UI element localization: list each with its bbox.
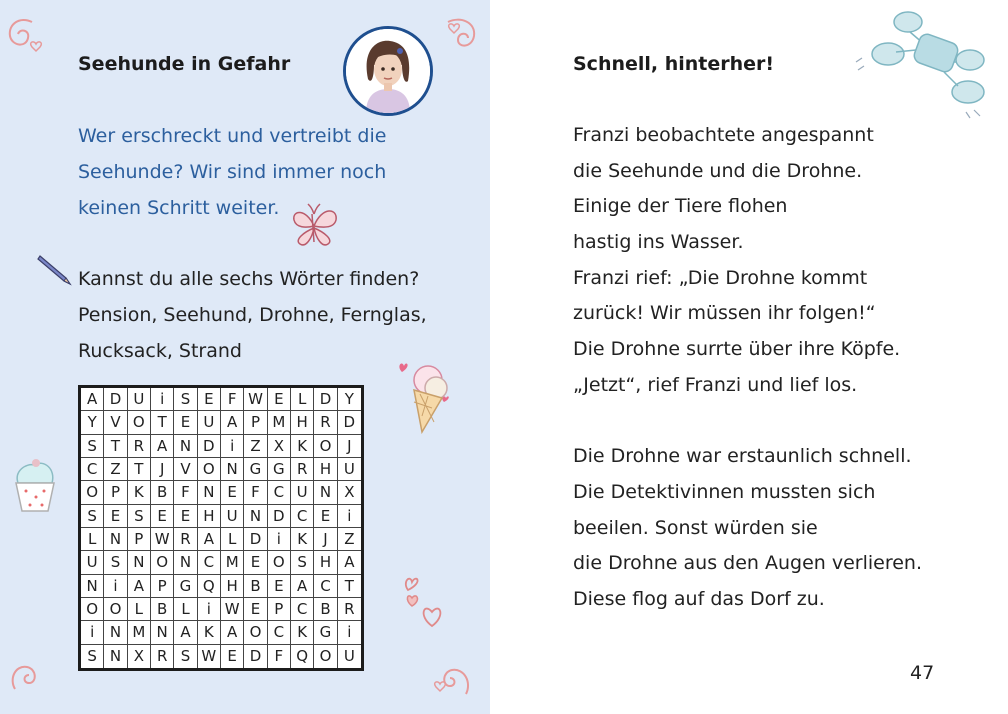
- grid-cell: S: [291, 551, 314, 574]
- grid-cell: A: [128, 575, 151, 598]
- grid-cell: R: [338, 598, 361, 621]
- grid-cell: D: [198, 435, 221, 458]
- grid-cell: L: [128, 598, 151, 621]
- grid-cell: S: [128, 505, 151, 528]
- grid-cell: P: [244, 411, 267, 434]
- grid-cell: F: [221, 388, 244, 411]
- grid-cell: N: [314, 481, 337, 504]
- grid-cell: H: [314, 551, 337, 574]
- grid-cell: E: [268, 388, 291, 411]
- grid-cell: C: [314, 575, 337, 598]
- hearts-icon: [396, 570, 448, 632]
- grid-cell: i: [81, 621, 104, 644]
- story-line: Die Detektivinnen mussten sich: [573, 480, 876, 503]
- grid-cell: N: [128, 551, 151, 574]
- grid-cell: T: [338, 575, 361, 598]
- word-search-grid: [78, 385, 364, 671]
- grid-cell: Z: [104, 458, 127, 481]
- grid-cell: T: [128, 458, 151, 481]
- grid-cell: S: [81, 435, 104, 458]
- grid-cell: i: [104, 575, 127, 598]
- grid-cell: U: [221, 505, 244, 528]
- grid-cell: S: [81, 505, 104, 528]
- grid-cell: A: [198, 528, 221, 551]
- grid-cell: Z: [244, 435, 267, 458]
- grid-cell: M: [268, 411, 291, 434]
- story-line: Die Drohne war erstaunlich schnell.: [573, 445, 912, 468]
- grid-cell: K: [291, 528, 314, 551]
- grid-cell: B: [151, 598, 174, 621]
- grid-cell: D: [314, 388, 337, 411]
- grid-cell: P: [128, 528, 151, 551]
- grid-cell: Y: [338, 388, 361, 411]
- grid-cell: R: [291, 458, 314, 481]
- grid-cell: U: [291, 481, 314, 504]
- grid-cell: R: [128, 435, 151, 458]
- story-line: Diese flog auf das Dorf zu.: [573, 587, 825, 610]
- grid-cell: T: [104, 435, 127, 458]
- grid-cell: E: [221, 645, 244, 668]
- grid-cell: E: [244, 598, 267, 621]
- grid-cell: A: [338, 551, 361, 574]
- grid-cell: i: [338, 505, 361, 528]
- task-line: Kannst du alle sechs Wörter finden?: [78, 268, 420, 290]
- chapter-title: Schnell, hinterher!: [573, 53, 775, 75]
- story-line: beeilen. Sonst würden sie: [573, 516, 818, 539]
- grid-cell: L: [174, 598, 197, 621]
- grid-cell: A: [174, 621, 197, 644]
- grid-cell: C: [198, 551, 221, 574]
- grid-cell: E: [244, 551, 267, 574]
- task-line: Pension, Seehund, Drohne, Fernglas,: [78, 304, 427, 326]
- grid-cell: i: [268, 528, 291, 551]
- grid-cell: R: [151, 645, 174, 668]
- grid-cell: W: [221, 598, 244, 621]
- grid-cell: U: [81, 551, 104, 574]
- swirl-heart-icon: [5, 655, 49, 699]
- grid-cell: A: [81, 388, 104, 411]
- grid-cell: C: [291, 505, 314, 528]
- grid-cell: O: [314, 435, 337, 458]
- grid-cell: K: [291, 621, 314, 644]
- grid-cell: A: [151, 435, 174, 458]
- butterfly-icon: [286, 200, 342, 252]
- grid-cell: O: [268, 551, 291, 574]
- grid-cell: N: [151, 621, 174, 644]
- grid-cell: U: [128, 388, 151, 411]
- intro-line: Wer erschreckt und vertreibt die: [78, 125, 387, 147]
- grid-cell: E: [174, 411, 197, 434]
- grid-cell: J: [314, 528, 337, 551]
- grid-cell: O: [244, 621, 267, 644]
- story-line: hastig ins Wasser.: [573, 231, 744, 254]
- grid-cell: K: [128, 481, 151, 504]
- grid-cell: D: [268, 505, 291, 528]
- grid-cell: N: [174, 551, 197, 574]
- character-portrait: [343, 26, 433, 116]
- story-line: Franzi beobachtete angespannt: [573, 124, 874, 146]
- grid-cell: E: [221, 481, 244, 504]
- grid-cell: P: [268, 598, 291, 621]
- grid-cell: T: [151, 411, 174, 434]
- grid-cell: L: [221, 528, 244, 551]
- grid-cell: i: [221, 435, 244, 458]
- grid-cell: A: [221, 411, 244, 434]
- grid-cell: G: [174, 575, 197, 598]
- grid-cell: X: [128, 645, 151, 668]
- grid-cell: G: [244, 458, 267, 481]
- ice-cream-icon: [392, 352, 460, 436]
- swirl-heart-icon: [430, 660, 476, 704]
- story-line: Franzi rief: „Die Drohne kommt: [573, 266, 868, 289]
- grid-cell: N: [104, 528, 127, 551]
- grid-cell: H: [314, 458, 337, 481]
- grid-cell: A: [221, 621, 244, 644]
- grid-cell: O: [314, 645, 337, 668]
- grid-cell: L: [81, 528, 104, 551]
- grid-cell: D: [338, 411, 361, 434]
- grid-cell: P: [151, 575, 174, 598]
- grid-cell: W: [244, 388, 267, 411]
- grid-cell: B: [151, 481, 174, 504]
- grid-cell: U: [338, 458, 361, 481]
- grid-cell: i: [151, 388, 174, 411]
- grid-cell: G: [268, 458, 291, 481]
- intro-line: Seehunde? Wir sind immer noch: [78, 161, 387, 183]
- grid-cell: C: [268, 621, 291, 644]
- swirl-heart-icon: [440, 14, 486, 58]
- story-line: Einige der Tiere flohen: [573, 195, 788, 218]
- story-line: die Seehunde und die Drohne.: [573, 159, 863, 182]
- grid-cell: W: [151, 528, 174, 551]
- grid-cell: Q: [198, 575, 221, 598]
- left-page: [0, 0, 490, 714]
- grid-cell: W: [198, 645, 221, 668]
- grid-cell: F: [244, 481, 267, 504]
- grid-cell: H: [221, 575, 244, 598]
- grid-cell: N: [104, 621, 127, 644]
- grid-cell: P: [104, 481, 127, 504]
- grid-cell: E: [198, 388, 221, 411]
- pencil-icon: [36, 252, 76, 286]
- grid-cell: S: [174, 645, 197, 668]
- grid-cell: N: [81, 575, 104, 598]
- grid-cell: K: [291, 435, 314, 458]
- drone-icon: [852, 6, 1004, 122]
- grid-cell: E: [314, 505, 337, 528]
- grid-cell: E: [104, 505, 127, 528]
- story-text: [573, 118, 922, 618]
- grid-cell: B: [244, 575, 267, 598]
- grid-cell: Q: [291, 645, 314, 668]
- paragraph-gap: [573, 404, 922, 440]
- grid-cell: J: [151, 458, 174, 481]
- grid-cell: N: [221, 458, 244, 481]
- grid-cell: U: [198, 411, 221, 434]
- grid-cell: H: [291, 411, 314, 434]
- grid-cell: i: [198, 598, 221, 621]
- grid-cell: S: [81, 645, 104, 668]
- grid-cell: O: [198, 458, 221, 481]
- story-line: „Jetzt“, rief Franzi und lief los.: [573, 373, 858, 396]
- grid-cell: D: [244, 528, 267, 551]
- grid-cell: M: [128, 621, 151, 644]
- grid-cell: V: [174, 458, 197, 481]
- story-line: zurück! Wir müssen ihr folgen!“: [573, 302, 876, 325]
- grid-cell: F: [268, 645, 291, 668]
- grid-cell: M: [221, 551, 244, 574]
- grid-cell: C: [268, 481, 291, 504]
- grid-cell: D: [104, 388, 127, 411]
- grid-cell: Z: [338, 528, 361, 551]
- grid-cell: D: [244, 645, 267, 668]
- cupcake-icon: [10, 455, 60, 517]
- grid-cell: O: [128, 411, 151, 434]
- grid-cell: O: [81, 481, 104, 504]
- page-number: 47: [910, 662, 935, 684]
- grid-cell: N: [244, 505, 267, 528]
- grid-cell: H: [198, 505, 221, 528]
- grid-cell: B: [314, 598, 337, 621]
- story-line: Die Drohne surrte über ihre Köpfe.: [573, 338, 901, 361]
- grid-cell: C: [81, 458, 104, 481]
- task-text: [78, 261, 427, 369]
- grid-cell: U: [343, 647, 355, 666]
- grid-cell: E: [174, 505, 197, 528]
- grid-cell: R: [314, 411, 337, 434]
- grid-cell: X: [268, 435, 291, 458]
- grid-cell: N: [104, 645, 127, 668]
- grid-cell: E: [151, 505, 174, 528]
- grid-cell: E: [268, 575, 291, 598]
- grid-cell: F: [174, 481, 197, 504]
- grid-cell: J: [338, 435, 361, 458]
- grid-cell: K: [198, 621, 221, 644]
- grid-cell: O: [81, 598, 104, 621]
- grid-cell: A: [291, 575, 314, 598]
- grid-cell: O: [151, 551, 174, 574]
- story-line: die Drohne aus den Augen verlieren.: [573, 552, 923, 575]
- grid-cell: Y: [81, 411, 104, 434]
- grid-cell: S: [104, 551, 127, 574]
- grid-cell: i: [338, 621, 361, 644]
- grid-cell: O: [104, 598, 127, 621]
- grid-cell: N: [198, 481, 221, 504]
- grid-cell: C: [291, 598, 314, 621]
- grid-cell: S: [174, 388, 197, 411]
- grid-cell: X: [338, 481, 361, 504]
- swirl-heart-icon: [2, 14, 46, 54]
- grid-cell: V: [104, 411, 127, 434]
- intro-line: keinen Schritt weiter.: [78, 197, 280, 219]
- grid-cell: R: [174, 528, 197, 551]
- grid-cell: G: [314, 621, 337, 644]
- grid-cell: N: [174, 435, 197, 458]
- page-title: Seehunde in Gefahr: [78, 53, 291, 75]
- grid-cell: L: [291, 388, 314, 411]
- task-line: Rucksack, Strand: [78, 340, 242, 362]
